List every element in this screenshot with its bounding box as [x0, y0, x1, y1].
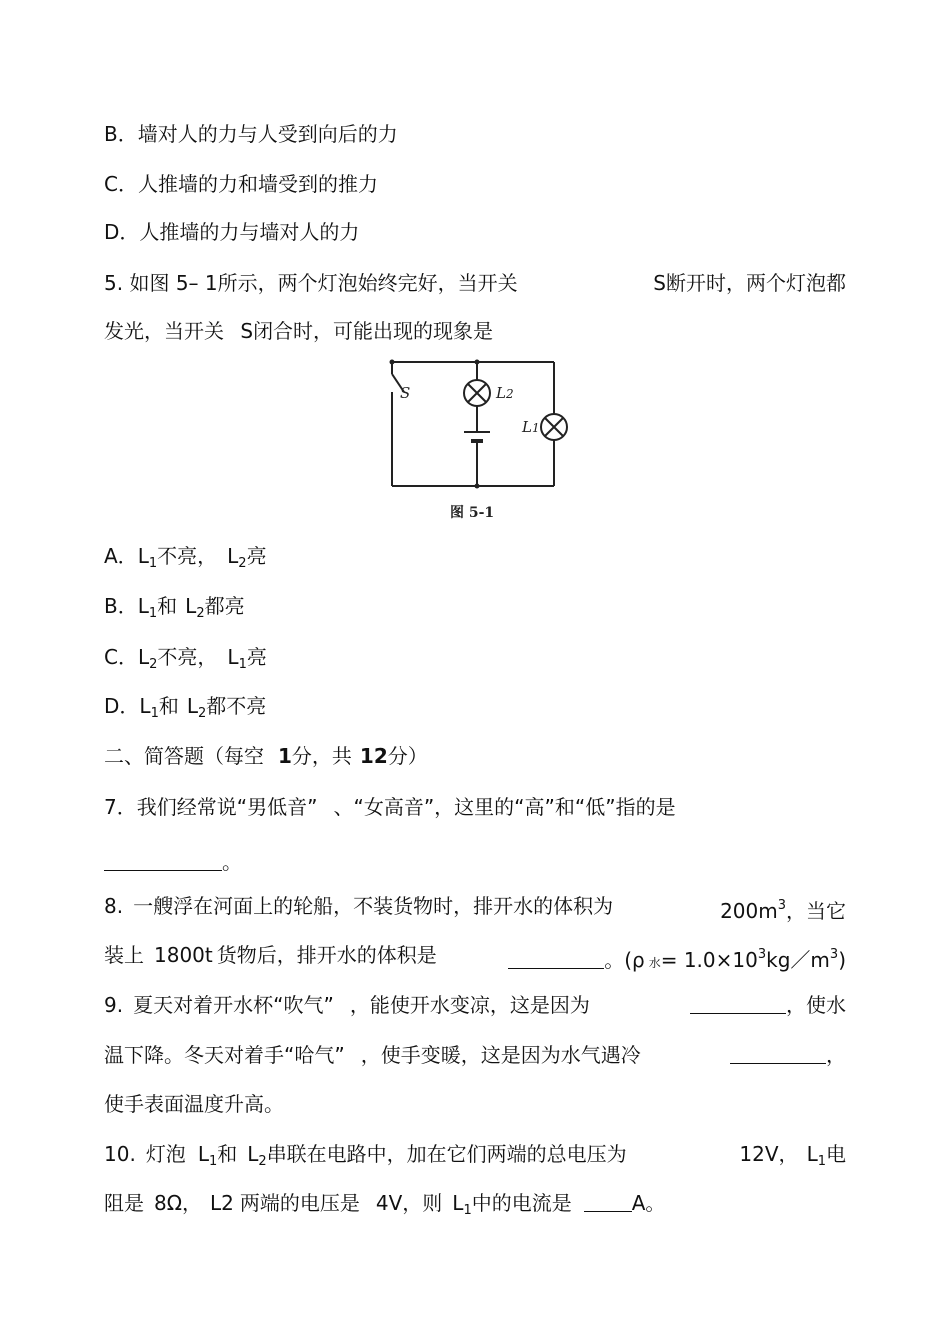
lamp-subscript: 2 — [258, 1154, 267, 1169]
option-text: 都不亮 — [206, 694, 267, 718]
q10-text: 和 — [217, 1142, 238, 1166]
lamp-l2-label — [496, 384, 514, 402]
q9-left — [104, 991, 590, 1019]
lamp-symbol: L — [137, 544, 149, 568]
lamp-symbol: L — [185, 594, 197, 618]
q8-left — [104, 892, 613, 925]
superscript: 3 — [829, 947, 839, 962]
question-number: 5. — [104, 271, 124, 295]
q8-density: = 1.0×10 — [660, 948, 758, 972]
q7-line-2 — [104, 848, 242, 876]
option-letter: C． — [104, 645, 138, 669]
q10-resistance: 8Ω， — [154, 1191, 203, 1215]
q9-text: 使手表面温度升高。 — [104, 1092, 284, 1116]
q10-left — [104, 1140, 627, 1176]
lamp-symbol: L — [186, 694, 198, 718]
section-heading — [104, 742, 428, 770]
option-text: 不亮， — [157, 645, 218, 669]
q10-text: 两端的电压是 — [239, 1191, 360, 1215]
q5-option-b — [104, 592, 245, 628]
q8-right — [508, 941, 846, 977]
section-text: 分，共 — [291, 744, 352, 768]
q4-option-d — [104, 218, 359, 246]
q5-line-1 — [104, 269, 846, 297]
q5-fragment: 断开时，两个灯泡都 — [666, 271, 846, 295]
q8-unit: kg／m — [766, 948, 830, 972]
figure-caption: 图 5-1 — [450, 505, 495, 521]
density-subscript: 水 — [648, 956, 661, 970]
lamp-subscript: 1 — [817, 1154, 826, 1169]
q7-text: 。 — [222, 850, 242, 874]
q9-line-3 — [104, 1090, 284, 1118]
junction-dot — [475, 484, 480, 489]
lamp-symbol: L2 — [210, 1191, 234, 1215]
lamp-l1-label — [522, 418, 540, 436]
option-letter: B． — [104, 122, 138, 146]
answer-blank[interactable] — [584, 1193, 632, 1212]
lamp-l2-icon — [464, 380, 490, 406]
section-score: 12 — [359, 744, 388, 768]
answer-blank[interactable] — [690, 995, 786, 1014]
q8-text: ，当它 — [786, 899, 846, 923]
q9-text: 夏天对着开水杯“吹气” — [133, 993, 334, 1017]
option-text: 墙对人的力与人受到向后的力 — [137, 122, 398, 146]
q7-line-1 — [104, 793, 676, 821]
q5-fragment: 闭合时，可能出现的现象是 — [253, 319, 494, 343]
junction-dot — [475, 360, 480, 365]
lamp-subscript: 1 — [148, 606, 158, 621]
q4-option-b — [104, 120, 398, 148]
q4-option-c — [104, 170, 378, 198]
q8-volume: 200m — [720, 899, 778, 923]
answer-blank[interactable] — [104, 852, 222, 871]
q10-text: 阻是 — [104, 1191, 144, 1215]
lamp-subscript: 1 — [150, 706, 159, 721]
q10-right — [739, 1140, 846, 1176]
option-text: 人推墙的力与墙对人的力 — [139, 220, 360, 244]
lamp-symbol: L — [137, 645, 150, 669]
lamp-subscript: 2 — [196, 606, 205, 621]
lamp-symbol: L — [806, 1142, 818, 1166]
q10-text: 串联在电路中，加在它们两端的总电压为 — [266, 1142, 627, 1166]
option-letter: D． — [104, 694, 140, 718]
lamp-symbol: L — [137, 594, 149, 618]
lamp-letter: L — [522, 418, 532, 436]
lamp-subscript: 1 — [208, 1154, 218, 1169]
q9-text: ， — [826, 1043, 846, 1067]
q8-text: ) — [838, 948, 846, 972]
lamp-subscript: 2 — [149, 657, 158, 672]
section-text: 分） — [387, 744, 428, 768]
q5-fragment: 发光，当开关 — [104, 319, 224, 343]
circuit-svg — [378, 352, 578, 492]
option-text: 人推墙的力和墙受到的推力 — [137, 172, 378, 196]
q5-fragment: 所示，两个灯泡始终完好，当开关 — [217, 271, 518, 295]
switch-label: S — [400, 384, 411, 402]
answer-blank[interactable] — [508, 950, 604, 969]
q10-line-1 — [104, 1140, 846, 1176]
lamp-l1-icon — [541, 414, 567, 440]
q8-line-2 — [104, 941, 846, 977]
q7-text: 、“女高音”，这里的“高”和“低”指的是 — [333, 795, 676, 819]
lamp-symbol: L — [197, 1142, 209, 1166]
q8-text: 一艘浮在河面上的轮船，不装货物时，排开水的体积为 — [133, 894, 614, 918]
q5-text-b — [653, 269, 846, 297]
switch-symbol: S — [240, 319, 254, 343]
option-letter: A． — [104, 544, 138, 568]
q9-text: ，能使开水变凉，这是因为 — [349, 993, 590, 1017]
lamp-symbol: L — [247, 1142, 259, 1166]
switch-symbol: S — [653, 271, 666, 295]
lamp-symbol: L — [227, 645, 239, 669]
q7-text: 7．我们经常说“男低音” — [104, 795, 318, 819]
q9-text: 温下降。冬天对着手“哈气” — [104, 1043, 345, 1067]
option-text: 和 — [157, 594, 178, 618]
lamp-subscript: 1 — [463, 1203, 472, 1218]
q9-text: ，使手变暖，这是因为水气遇冷 — [360, 1043, 641, 1067]
option-letter: B． — [104, 594, 138, 618]
lamp-symbol: L — [139, 694, 151, 718]
q10-voltage: 12V， — [739, 1142, 799, 1166]
answer-blank[interactable] — [730, 1045, 826, 1064]
q10-text: A。 — [631, 1191, 666, 1215]
q9-right — [690, 991, 846, 1019]
q10-line-2 — [104, 1189, 665, 1225]
q8-left — [104, 941, 437, 977]
junction-dot — [390, 360, 395, 365]
q10-voltage: 4V，则 — [375, 1191, 443, 1215]
option-letter: C． — [104, 172, 138, 196]
q10-text: 电 — [826, 1142, 846, 1166]
q5-figure-ref: 5– 1 — [175, 271, 218, 295]
q8-line-1 — [104, 892, 846, 925]
lamp-subscript: 2 — [198, 706, 207, 721]
q9-left — [104, 1041, 641, 1069]
lamp-subscript: 1 — [148, 556, 158, 571]
battery-icon — [464, 432, 490, 441]
q8-text: 装上 — [104, 943, 144, 967]
q8-text: 。(ρ — [604, 948, 645, 972]
q10-text: 中的电流是 — [471, 1191, 572, 1215]
q9-text: ，使水 — [786, 993, 846, 1017]
q5-text-a — [104, 269, 518, 297]
q5-option-d — [104, 692, 266, 728]
question-number: 9. — [104, 993, 124, 1017]
option-text: 亮 — [246, 544, 267, 568]
q5-option-a — [104, 542, 267, 578]
lamp-symbol: L — [452, 1191, 464, 1215]
q8-right — [720, 892, 846, 925]
superscript: 3 — [777, 898, 786, 913]
q5-option-c — [104, 643, 267, 679]
section-score: 1 — [278, 744, 292, 768]
lamp-subscript: 2 — [238, 556, 247, 571]
q10-text: 灯泡 — [145, 1142, 186, 1166]
question-number: 10. — [104, 1142, 136, 1166]
section-text: 二、简答题（每空 — [104, 744, 264, 768]
lamp-subscript: 1 — [531, 421, 540, 435]
q9-line-2 — [104, 1041, 846, 1069]
option-text: 不亮， — [157, 544, 218, 568]
q8-text: 货物后，排开水的体积是 — [216, 943, 437, 967]
superscript: 3 — [757, 947, 767, 962]
question-number: 8. — [104, 894, 124, 918]
q5-fragment: 如图 — [129, 271, 170, 295]
option-text: 亮 — [246, 645, 267, 669]
q8-mass: 1800t — [154, 943, 213, 967]
q5-line-2 — [104, 317, 493, 345]
lamp-subscript: 2 — [505, 387, 514, 401]
lamp-symbol: L — [227, 544, 239, 568]
option-text: 和 — [158, 694, 179, 718]
q9-right — [730, 1041, 846, 1069]
option-letter: D． — [104, 220, 140, 244]
option-text: 都亮 — [204, 594, 245, 618]
lamp-subscript: 1 — [238, 657, 247, 672]
circuit-diagram — [378, 352, 578, 532]
lamp-letter: L — [496, 384, 506, 402]
q9-line-1 — [104, 991, 846, 1019]
